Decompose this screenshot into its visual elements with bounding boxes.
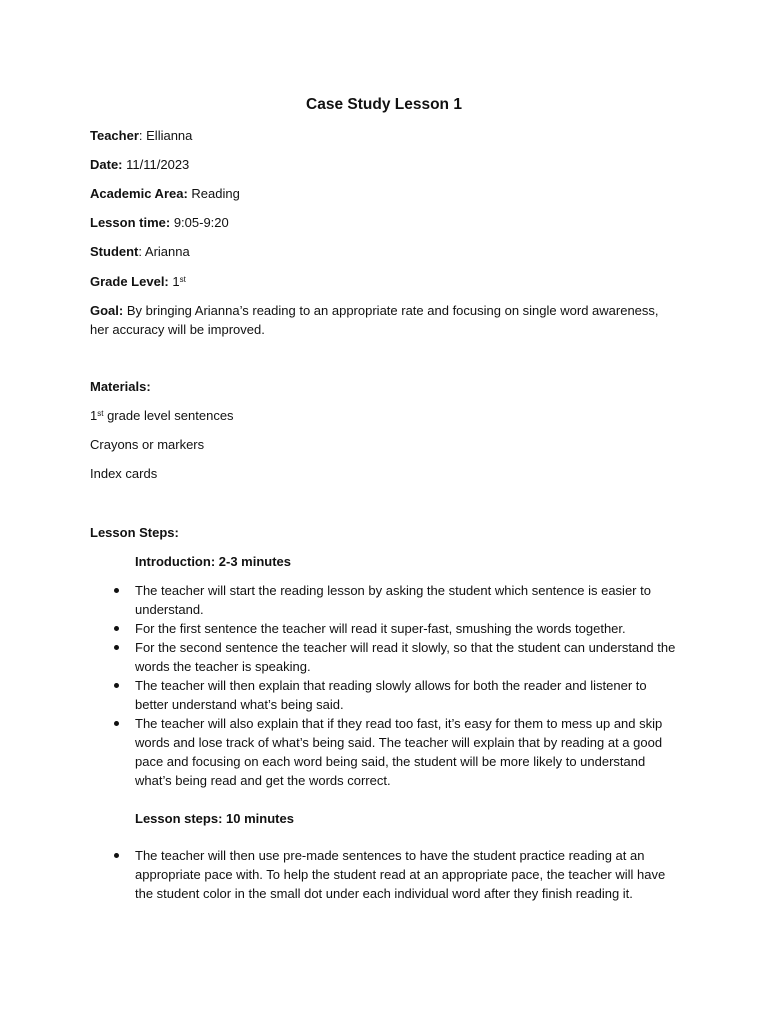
- field-value: 1: [172, 274, 180, 289]
- list-item: For the second sentence the teacher will read it slowly, so that the student can understand the words the teacher is speaking.: [112, 638, 682, 676]
- field-value: Reading: [191, 186, 240, 201]
- bullet-icon: [114, 588, 119, 593]
- material-item: Index cards: [90, 466, 158, 481]
- lesson-time-field: [90, 213, 229, 232]
- lesson-steps-heading: Lesson Steps:: [90, 525, 179, 540]
- teacher-field: Teacher: Ellianna: [90, 128, 193, 143]
- field-value: 11/11/2023: [126, 157, 190, 172]
- field-label: Date:: [90, 157, 123, 172]
- bullet-icon: [114, 853, 119, 858]
- bullet-icon: [114, 626, 119, 631]
- bullet-icon: [114, 645, 119, 650]
- list-item: For the first sentence the teacher will read it super-fast, smushing the words together.: [112, 619, 682, 638]
- field-label: Grade Level:: [90, 274, 169, 289]
- field-label: Student: [90, 244, 139, 259]
- field-value: 9:05-9:20: [173, 215, 229, 230]
- lesson-steps-bullet-list: [112, 846, 682, 903]
- lesson-steps-subheading: Lesson steps: 10 minutes: [135, 811, 294, 826]
- academic-area-field: [90, 184, 240, 203]
- student-field: Student: Arianna: [90, 244, 190, 259]
- field-value: Ellianna: [146, 128, 193, 143]
- goal-paragraph: [90, 301, 675, 339]
- field-label: Teacher: [90, 128, 139, 143]
- introduction-heading: Introduction: 2-3 minutes: [135, 554, 291, 569]
- field-label: Lesson time:: [90, 215, 171, 230]
- introduction-bullet-list: [112, 581, 682, 790]
- goal-label: Goal:: [90, 303, 124, 318]
- bullet-icon: [114, 721, 119, 726]
- ordinal-suffix: st: [179, 275, 186, 284]
- list-item: The teacher will start the reading lesson by asking the student which sentence is easier to understand.: [112, 581, 682, 619]
- list-item: The teacher will then use pre-made sentences to have the student practice reading at an appropriate pace with. To help the student read at an appropriate pace, the teacher will have the student color in the small dot under each individual word after they finish reading it.: [112, 846, 682, 903]
- field-label: Academic Area:: [90, 186, 188, 201]
- ordinal-suffix: st: [97, 409, 104, 418]
- field-value: Arianna: [144, 244, 190, 259]
- grade-level-field: [90, 272, 186, 291]
- document-title: Case Study Lesson 1: [306, 96, 462, 113]
- list-item: The teacher will then explain that reading slowly allows for both the reader and listener to better understand what’s being said.: [112, 676, 682, 714]
- material-item: 1st grade level sentences: [90, 408, 234, 423]
- materials-heading: Materials:: [90, 379, 151, 394]
- goal-text: By bringing Arianna’s reading to an appropriate rate and focusing on single word awareness, her accuracy will be improved.: [90, 303, 659, 337]
- material-item: Crayons or markers: [90, 437, 205, 452]
- bullet-icon: [114, 683, 119, 688]
- date-field: [90, 155, 189, 174]
- list-item: The teacher will also explain that if they read too fast, it’s easy for them to mess up and skip words and lose track of what’s being said. The teacher will explain that by reading at a good pace and focusing on each word being said, the student will be more likely to understand what’s being read and get the words correct.: [112, 714, 682, 790]
